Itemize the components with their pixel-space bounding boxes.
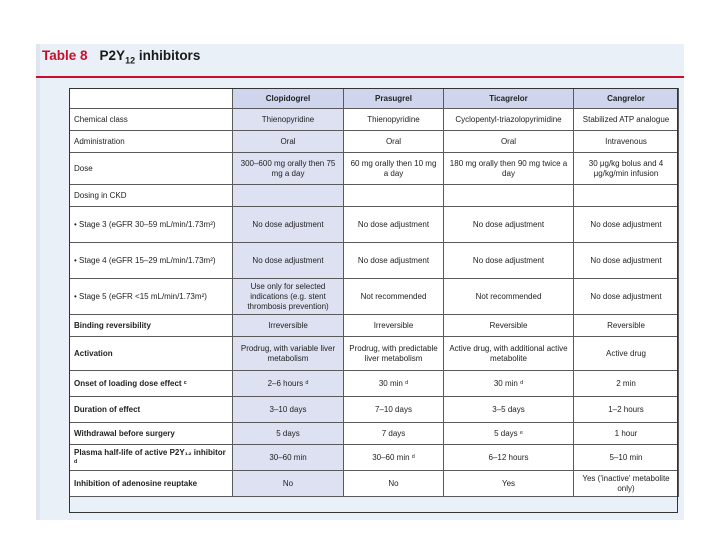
table-cell: Oral [444, 131, 574, 153]
table-cell: 300–600 mg orally then 75 mg a day [233, 153, 344, 185]
column-header-ticagrelor: Ticagrelor [444, 89, 574, 109]
table-cell: Oral [344, 131, 444, 153]
table-cell: 2–6 hours ᵈ [233, 371, 344, 397]
table-cell: Active drug, with additional active metabolite [444, 337, 574, 371]
table-cell: 30 μg/kg bolus and 4 μg/kg/min infusion [574, 153, 679, 185]
row-label: Binding reversibility [70, 315, 233, 337]
table-cell [444, 185, 574, 207]
row-label: Withdrawal before surgery [70, 423, 233, 445]
table-cell: Reversible [574, 315, 679, 337]
table-cell: Reversible [444, 315, 574, 337]
table-cell: Cyclopentyl-triazolopyrimidine [444, 109, 574, 131]
table-cell: Yes ('inactive' metabolite only) [574, 471, 679, 497]
column-header-prasugrel: Prasugrel [344, 89, 444, 109]
table-cell: 1 hour [574, 423, 679, 445]
table-cell: 2 min [574, 371, 679, 397]
table-cell [344, 185, 444, 207]
table-cell: Stabilized ATP analogue [574, 109, 679, 131]
table-row [70, 423, 679, 445]
table-number: Table 8 [42, 48, 88, 63]
row-label: Dosing in CKD [70, 185, 233, 207]
table-row [70, 279, 679, 315]
row-label: Inhibition of adenosine reuptake [70, 471, 233, 497]
table-cell: No [344, 471, 444, 497]
table-cell: 30–60 min ᵈ [344, 445, 444, 471]
row-label: • Stage 3 (eGFR 30–59 mL/min/1.73m²) [70, 207, 233, 243]
table-cell: No dose adjustment [444, 207, 574, 243]
table-row [70, 243, 679, 279]
table-cell: Intravenous [574, 131, 679, 153]
table-row [70, 153, 679, 185]
row-label: Activation [70, 337, 233, 371]
table-cell: Not recommended [444, 279, 574, 315]
table-row [70, 207, 679, 243]
row-label: Administration [70, 131, 233, 153]
table-cell: 7–10 days [344, 397, 444, 423]
table-title-suffix: inhibitors [135, 48, 201, 63]
table-cell: Oral [233, 131, 344, 153]
table-row [70, 445, 679, 471]
table-cell: Prodrug, with variable liver metabolism [233, 337, 344, 371]
title-rule [36, 76, 684, 78]
table-cell: No dose adjustment [574, 279, 679, 315]
table-cell: Active drug [574, 337, 679, 371]
table-cell [574, 185, 679, 207]
table-cell: No dose adjustment [233, 207, 344, 243]
table-title-text: P2Y [99, 48, 126, 63]
p2y12-inhibitors-table [69, 88, 679, 497]
table-cell: No dose adjustment [344, 207, 444, 243]
table-cell: No dose adjustment [344, 243, 444, 279]
table-cell: Thienopyridine [233, 109, 344, 131]
table-row [70, 397, 679, 423]
table-row [70, 131, 679, 153]
table-title [42, 48, 200, 66]
column-header-cangrelor: Cangrelor [574, 89, 679, 109]
column-header-clopidogrel: Clopidogrel [233, 89, 344, 109]
table-cell: 7 days [344, 423, 444, 445]
table-row [70, 471, 679, 497]
table-cell: No dose adjustment [233, 243, 344, 279]
panel-edge [36, 44, 40, 520]
table-cell: 5–10 min [574, 445, 679, 471]
table-row [70, 109, 679, 131]
row-label: • Stage 5 (eGFR <15 mL/min/1.73m²) [70, 279, 233, 315]
table-cell: 3–5 days [444, 397, 574, 423]
row-label: Onset of loading dose effect ᶜ [70, 371, 233, 397]
table-cell: Not recommended [344, 279, 444, 315]
table-cell: Yes [444, 471, 574, 497]
header-row [70, 89, 679, 109]
table-cell [233, 185, 344, 207]
table-cell: 60 mg orally then 10 mg a day [344, 153, 444, 185]
table-cell: No dose adjustment [574, 243, 679, 279]
table-cell: Use only for selected indications (e.g. stent thrombosis prevention) [233, 279, 344, 315]
table-cell: 1–2 hours [574, 397, 679, 423]
table-cell: No [233, 471, 344, 497]
row-label: Dose [70, 153, 233, 185]
table-cell: Irreversible [233, 315, 344, 337]
table-cell: 180 mg orally then 90 mg twice a day [444, 153, 574, 185]
table-title-subscript: 12 [125, 55, 136, 66]
table-cell: 30–60 min [233, 445, 344, 471]
table-row [70, 371, 679, 397]
table-row [70, 337, 679, 371]
table-cell: 5 days [233, 423, 344, 445]
table-cell: Prodrug, with predictable liver metabolism [344, 337, 444, 371]
row-label: Chemical class [70, 109, 233, 131]
row-label: • Stage 4 (eGFR 15–29 mL/min/1.73m²) [70, 243, 233, 279]
table-cell: 30 min ᵈ [444, 371, 574, 397]
table-cell: No dose adjustment [574, 207, 679, 243]
table-cell: Thienopyridine [344, 109, 444, 131]
table-cell: No dose adjustment [444, 243, 574, 279]
table-row [70, 185, 679, 207]
table-cell: 5 days ᵉ [444, 423, 574, 445]
header-corner [70, 89, 233, 109]
table-cell: 6–12 hours [444, 445, 574, 471]
table-cell: Irreversible [344, 315, 444, 337]
row-label: Plasma half-life of active P2Y₁₂ inhibitor ᵈ [70, 445, 233, 471]
row-label: Duration of effect [70, 397, 233, 423]
table-cell: 30 min ᵈ [344, 371, 444, 397]
table-cell: 3–10 days [233, 397, 344, 423]
table-row [70, 315, 679, 337]
